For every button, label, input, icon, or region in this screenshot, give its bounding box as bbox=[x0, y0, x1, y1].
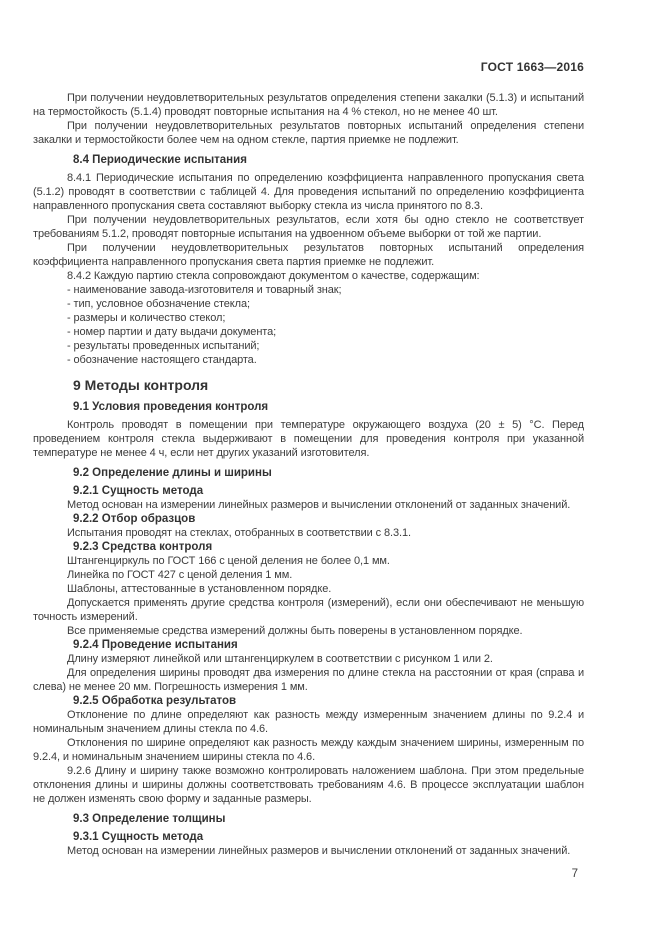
heading-8-4: 8.4 Периодические испытания bbox=[73, 154, 247, 166]
heading-9-1: 9.1 Условия проведения контроля bbox=[73, 401, 269, 413]
doc-code-header: ГОСТ 1663—2016 bbox=[480, 60, 584, 74]
paragraph-9-2-6: 9.2.6 Длину и ширину также возможно контролировать наложением шаблона. При этом предельные отклонения длины и ширины должны соответствовать требованиям 4.6. В процессе эксплуатации шаблон не должен изменять свою форму и заданные размеры. bbox=[33, 765, 584, 805]
paragraph: Испытания проводят на стеклах, отобранных в соответствии с 8.3.1. bbox=[67, 527, 411, 539]
paragraph-8-4-1: 8.4.1 Периодические испытания по определению коэффициента направленного пропускания света (5.1.2) проводят в соответствии с таблицей 4. Для проведения испытаний по определению коэффициента направленного пропускания света составляют выборку стекла из числа принятого по 8.3. bbox=[33, 172, 584, 212]
paragraph: Штангенциркуль по ГОСТ 166 с ценой деления не более 0,1 мм. bbox=[67, 555, 390, 567]
list-item: - результаты проведенных испытаний; bbox=[67, 340, 260, 352]
paragraph: При получении неудовлетворительных результатов определения степени закалки (5.1.3) и испытаний на термостойкость (5.1.4) проводят повторные испытания на 4 % стекол, но не менее 40 шт. bbox=[33, 92, 584, 118]
paragraph: Допускается применять другие средства контроля (измерений), если они обеспечивают не меньшую точность измерений. bbox=[33, 597, 584, 623]
paragraph: При получении неудовлетворительных результатов, если хотя бы одно стекло не соответствует требованиям 5.1.2, проводят повторные испытания на удвоенном объеме выборки от той же партии. bbox=[33, 214, 584, 240]
paragraph: Отклонение по длине определяют как разность между измеренным значением длины по 9.2.4 и номинальным значением длины стекла по 4.6. bbox=[33, 709, 584, 735]
paragraph: Метод основан на измерении линейных размеров и вычислении отклонений от заданных значений. bbox=[67, 845, 571, 857]
heading-9-2-2: 9.2.2 Отбор образцов bbox=[73, 513, 196, 525]
page-number: 7 bbox=[571, 868, 578, 880]
paragraph-8-4-2: 8.4.2 Каждую партию стекла сопровождают документом о качестве, содержащим: bbox=[67, 270, 480, 282]
heading-9: 9 Методы контроля bbox=[73, 377, 209, 393]
list-item: - наименование завода-изготовителя и товарный знак; bbox=[67, 284, 342, 296]
paragraph: При получении неудовлетворительных результатов повторных испытаний определения коэффициента направленного пропускания света партия приемке не подлежит. bbox=[33, 242, 584, 268]
page-content bbox=[33, 60, 584, 881]
heading-9-2-3: 9.2.3 Средства контроля bbox=[73, 541, 213, 553]
paragraph: Линейка по ГОСТ 427 с ценой деления 1 мм. bbox=[67, 569, 293, 581]
list-item: - размеры и количество стекол; bbox=[67, 312, 226, 324]
paragraph: Метод основан на измерении линейных размеров и вычислении отклонений от заданных значений. bbox=[67, 499, 571, 511]
list-item: - номер партии и дату выдачи документа; bbox=[67, 326, 277, 338]
heading-9-2: 9.2 Определение длины и ширины bbox=[73, 467, 272, 479]
heading-9-2-1: 9.2.1 Сущность метода bbox=[73, 485, 204, 497]
list-item: - обозначение настоящего стандарта. bbox=[67, 354, 257, 366]
heading-9-3: 9.3 Определение толщины bbox=[73, 813, 226, 825]
paragraph: Шаблоны, аттестованные в установленном порядке. bbox=[67, 583, 332, 595]
paragraph: Отклонения по ширине определяют как разность между каждым значением ширины, измеренным по 9.2.4, и номинальным значением ширины стекла по 4.6. bbox=[33, 737, 584, 763]
heading-9-3-1: 9.3.1 Сущность метода bbox=[73, 831, 204, 843]
heading-9-2-4: 9.2.4 Проведение испытания bbox=[73, 639, 238, 651]
heading-9-2-5: 9.2.5 Обработка результатов bbox=[73, 695, 237, 707]
paragraph: Контроль проводят в помещении при температуре окружающего воздуха (20 ± 5) °С. Перед проведением контроля стекла выдерживают в помещении для проведения контроля при указанной температуре не менее 4 ч, если нет других указаний изготовителя. bbox=[33, 419, 584, 459]
list-item: - тип, условное обозначение стекла; bbox=[67, 298, 250, 310]
paragraph: Длину измеряют линейкой или штангенциркулем в соответствии с рисунком 1 или 2. bbox=[67, 653, 493, 665]
paragraph: Для определения ширины проводят два измерения по длине стекла на расстоянии от края (справа и слева) не менее 20 мм. Погрешность измерения 1 мм. bbox=[33, 667, 584, 693]
paragraph: При получении неудовлетворительных результатов повторных испытаний определения степени закалки и термостойкости более чем на одном стекле, партия приемке не подлежит. bbox=[33, 120, 584, 146]
paragraph: Все применяемые средства измерений должны быть поверены в установленном порядке. bbox=[67, 625, 523, 637]
